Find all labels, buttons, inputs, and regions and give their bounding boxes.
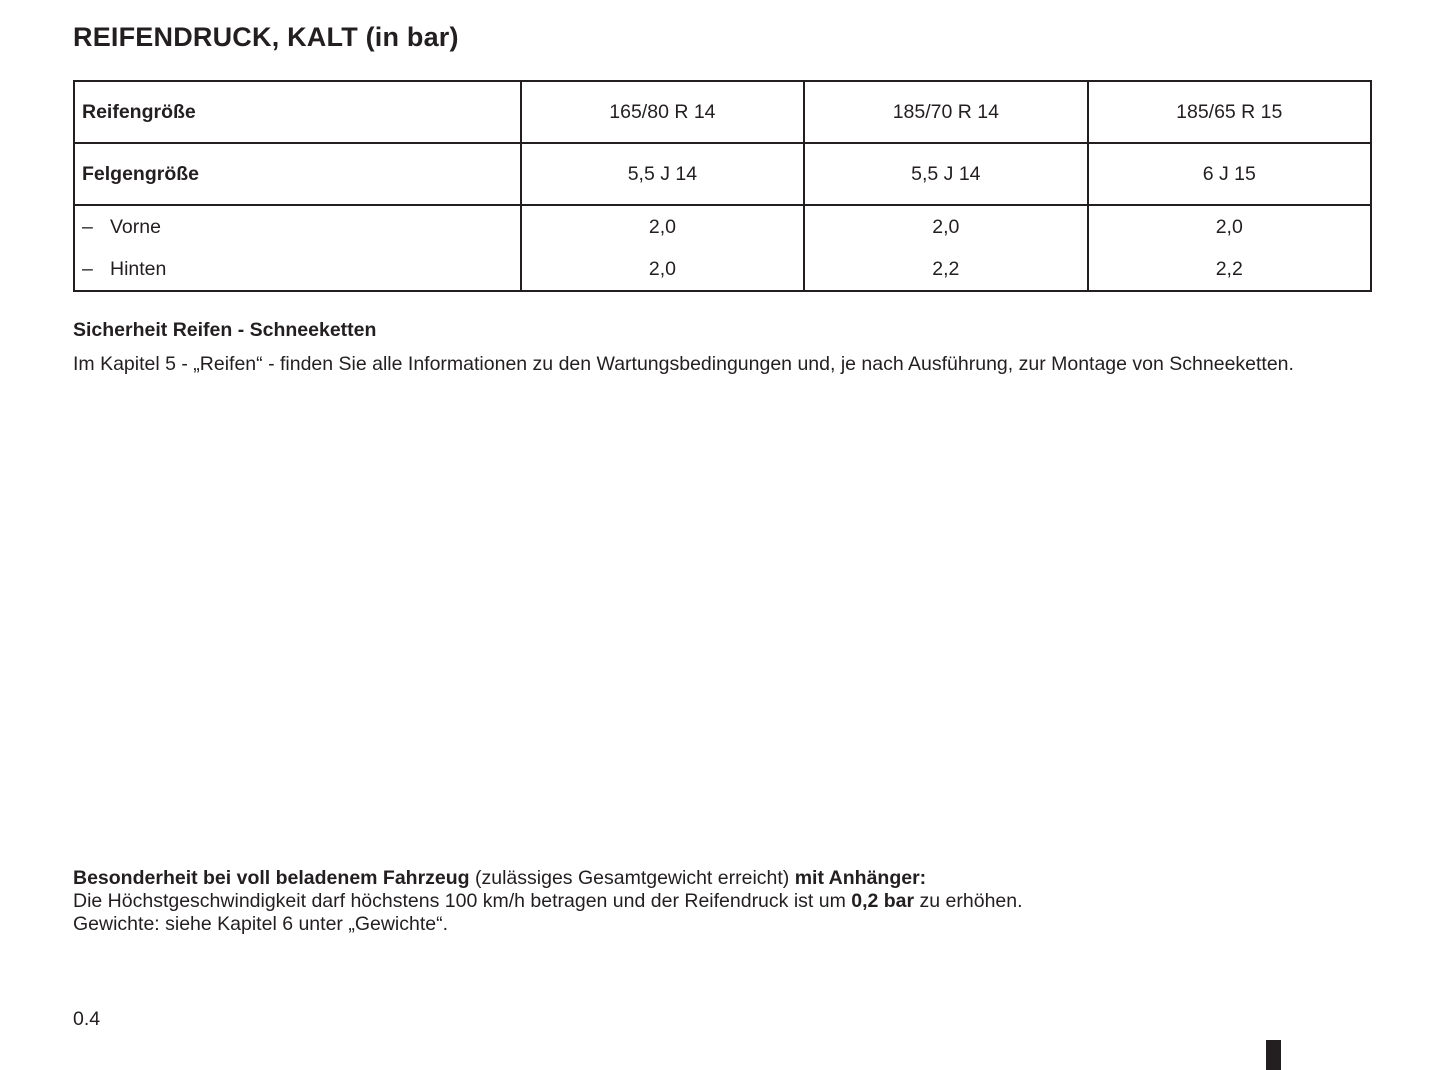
page-title: REIFENDRUCK, KALT (in bar)	[73, 22, 459, 52]
note-line-1: Besonderheit bei voll beladenem Fahrzeug (zulässiges Gesamtgewicht erreicht) mit Anhänger:	[73, 867, 927, 889]
snow-chains-heading: Sicherheit Reifen - Schneeketten	[73, 319, 377, 341]
rim-size-row	[74, 143, 1371, 205]
rear-pressure-value: 2,2	[932, 258, 960, 280]
tyre-size-value: 185/65 R 15	[1088, 81, 1371, 143]
note-line-2: Die Höchstgeschwindigkeit darf höchstens 100 km/h betragen und der Reifendruck ist um 0,2 bar zu erhöhen.	[73, 890, 1023, 912]
snow-chains-text: Im Kapitel 5 - „Reifen“ - finden Sie alle Informationen zu den Wartungsbedingungen und, je nach Ausführung, zur Montage von Schneeketten.	[73, 353, 1294, 375]
front-pressure-value: 2,0	[1215, 216, 1243, 238]
pressure-labels-cell	[74, 205, 521, 291]
rim-size-value: 6 J 15	[1088, 143, 1371, 205]
rim-size-value: 5,5 J 14	[521, 143, 804, 205]
tyre-size-value: 185/70 R 14	[804, 81, 1087, 143]
tyre-pressure-table	[73, 80, 1372, 292]
rim-size-value: 5,5 J 14	[804, 143, 1087, 205]
tyre-size-value: 165/80 R 14	[521, 81, 804, 143]
note-line-3: Gewichte: siehe Kapitel 6 unter „Gewichte“.	[73, 913, 449, 935]
pressure-values-cell	[1088, 205, 1371, 291]
rim-size-label: Felgengröße	[74, 143, 521, 205]
front-pressure-value: 2,0	[932, 216, 960, 238]
rear-pressure-value: 2,2	[1215, 258, 1243, 280]
rear-pressure-label: – Hinten	[82, 258, 167, 280]
front-pressure-value: 2,0	[648, 216, 676, 238]
front-pressure-label: – Vorne	[82, 216, 161, 238]
rear-pressure-value: 2,0	[648, 258, 676, 280]
trailer-note	[73, 867, 1023, 936]
page-number: 0.4	[73, 1008, 101, 1030]
pressure-row	[74, 205, 1371, 291]
pressure-values-cell	[804, 205, 1087, 291]
tyre-size-label: Reifengröße	[74, 81, 521, 143]
pressure-values-cell	[521, 205, 804, 291]
page-edge-marker	[1266, 1040, 1281, 1070]
tyre-size-row	[74, 81, 1371, 143]
